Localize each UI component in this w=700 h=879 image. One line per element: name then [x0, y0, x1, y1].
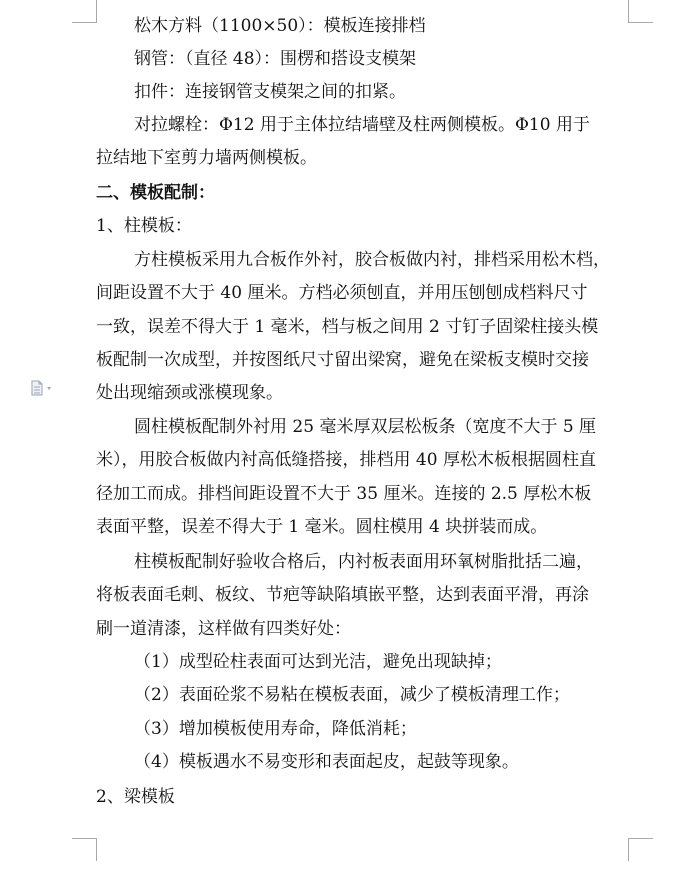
crop-mark-top-left [72, 0, 97, 23]
crop-mark-bottom-right [628, 838, 653, 861]
para-square-column-5: 处出现缩颈或涨模现象。 [96, 383, 283, 403]
line-steel-pipe: 钢管：（直径 48）：围楞和搭设支模架 [134, 49, 417, 69]
para-square-column-3: 一致，误差不得大于 1 毫米，档与板之间用 2 寸钉子固梁柱接头模 [96, 317, 599, 337]
line-tie-bolt: 对拉螺栓：Φ12 用于主体拉结墙壁及柱两侧模板。Φ10 用于 [134, 115, 590, 135]
line-fastener: 扣件：连接钢管支模架之间的扣紧。 [134, 82, 406, 102]
crop-mark-top-right [628, 0, 653, 23]
crop-mark-bottom-left [72, 838, 97, 861]
line-pine-material: 松木方料（1100×50）：模板连接排档 [134, 16, 426, 36]
para-acceptance-1: 柱模板配制好验收合格后，内衬板表面用环氧树脂批括二遍， [134, 552, 593, 572]
para-acceptance-2: 将板表面毛刺、板纹、节疤等缺陷填嵌平整，达到表面平滑，再涂 [96, 585, 589, 605]
paragraph-doc-icon[interactable] [30, 380, 60, 396]
list-item-benefit-4: （4）模板遇水不易变形和表面起皮，起鼓等现象。 [134, 752, 519, 772]
subheading-column-formwork: 1、柱模板： [96, 216, 192, 236]
list-item-benefit-3: （3）增加模板使用寿命，降低消耗； [134, 719, 417, 739]
para-round-column-3: 径加工而成。排档间距设置不大于 35 厘米。连接的 2.5 厚松木板 [96, 484, 592, 504]
para-round-column-1: 圆柱模板配制外衬用 25 毫米厚双层松板条（宽度不大于 5 厘 [134, 417, 597, 437]
para-round-column-4: 表面平整，误差不得大于 1 毫米。圆柱模用 4 块拼装而成。 [96, 517, 548, 537]
section-heading-formwork: 二、模板配制： [96, 183, 215, 203]
para-square-column-4: 板配制一次成型，并按图纸尺寸留出梁窝，避免在梁板支模时交接 [96, 350, 589, 370]
para-square-column-2: 间距设置不大于 40 厘米。方档必须刨直，并用压刨刨成档料尺寸 [96, 283, 588, 303]
list-item-benefit-2: （2）表面砼浆不易粘在模板表面，减少了模板清理工作； [134, 685, 570, 705]
para-acceptance-3: 刷一道清漆，这样做有四类好处： [96, 619, 351, 639]
para-square-column-1: 方柱模板采用九合板作外衬，胶合板做内衬，排档采用松木档， [134, 250, 610, 270]
para-round-column-2: 米），用胶合板做内衬高低缝搭接，排档用 40 厚松木板根据圆柱直 [96, 450, 596, 470]
list-item-benefit-1: （1）成型砼柱表面可达到光洁，避免出现缺掉； [134, 652, 502, 672]
subheading-beam-formwork: 2、梁模板 [96, 787, 175, 807]
line-tie-bolt-cont: 拉结地下室剪力墙两侧模板。 [96, 148, 317, 168]
